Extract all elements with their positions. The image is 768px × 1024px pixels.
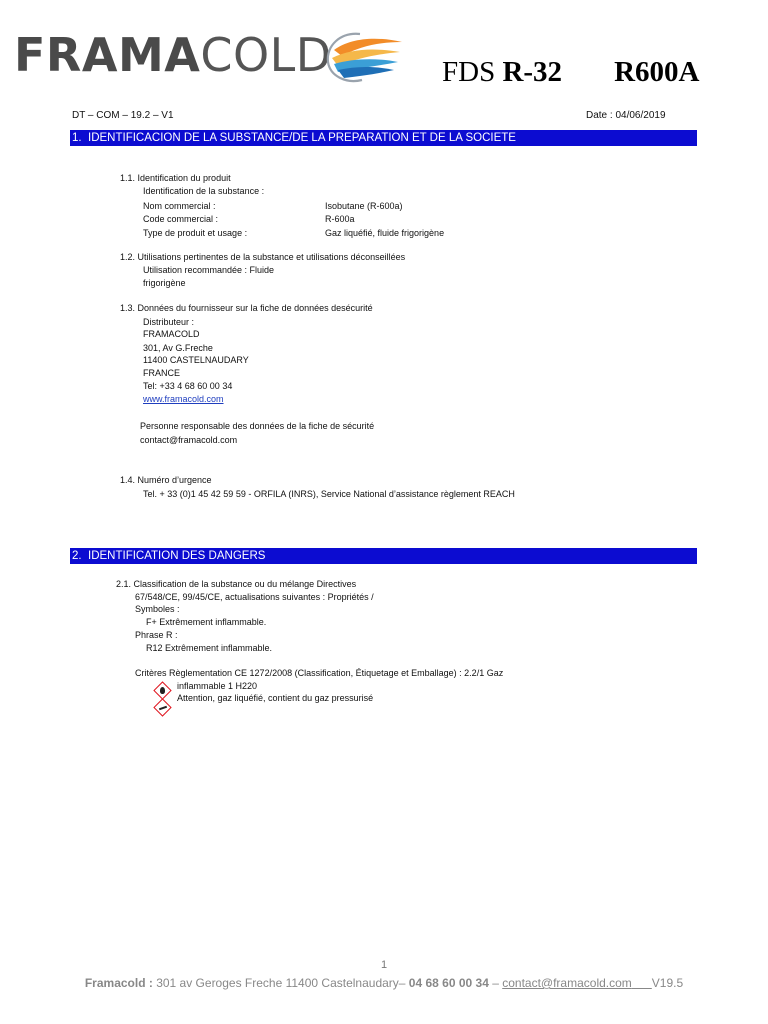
company-logo [14,28,332,82]
subsection-1-2-heading: 1.2. Utilisations pertinentes de la substance et utilisations déconseillées [120,252,406,262]
flame-pictogram-icon [156,684,169,697]
gas-cylinder-pictogram-icon [156,701,169,714]
logo-light-text: COLD [200,28,332,82]
logo-swirl-icon [320,28,404,86]
document-date: Date : 04/06/2019 [586,110,666,121]
r-phrase-label: Phrase R : [135,630,178,640]
symbols-label: Symboles : [135,604,180,614]
supplier-line: 11400 CASTELNAUDARY [143,355,249,365]
symbol-f-plus: F+ Extrêmement inflammable. [146,617,267,627]
supplier-line: Distributeur : [143,317,195,327]
trade-name-value: Isobutane (R-600a) [325,201,403,211]
commercial-code-value: R-600a [325,214,355,224]
section-1-title: IDENTIFICACION DE LA SUBSTANCE/DE LA PREPARATION ET DE LA SOCIETE [88,132,516,144]
recommended-use-line2: frigorigène [143,278,186,288]
page-number: 1 [380,959,388,971]
clp-criteria-line: Critères Règlementation CE 1272/2008 (Classification, Étiquetage et Emballage) : 2.2/1 Gaz [135,668,504,678]
footer-version: V19.5 [651,976,684,990]
supplier-phone: Tel: +33 4 68 60 00 34 [143,381,233,391]
hazard-warning: Attention, gaz liquéfié, contient du gaz pressurisé [177,693,374,703]
section-2-title: IDENTIFICATION DES DANGERS [88,550,266,562]
section-1-header [70,130,697,146]
subsection-1-3-heading: 1.3. Données du fournisseur sur la fiche de données desécurité [120,303,373,313]
product-type-value: Gaz liquéfié, fluide frigorigène [325,228,445,238]
footer-address: 301 av Geroges Freche 11400 Castelnaudary– [152,976,409,990]
page-footer [0,976,768,990]
section-2-header [70,548,697,564]
section-1-number: 1. [72,132,82,144]
hazard-h220: inflammable 1 H220 [177,681,258,691]
supplier-line: FRAMACOLD [143,329,200,339]
document-reference: DT – COM – 19.2 – V1 [72,110,174,121]
subsection-1-1-heading: 1.1. Identification du produit [120,173,231,183]
title-prefix: FDS [442,56,503,88]
title-r32: R-32 [502,56,563,88]
footer-company: Framacold : [84,976,153,990]
trade-name-label: Nom commercial : [143,201,216,211]
contact-email: contact@framacold.com [140,435,238,445]
recommended-use-line1: Utilisation recommandée : Fluide [143,265,275,275]
classification-line1: 2.1. Classification de la substance ou du mélange Directives [116,579,357,589]
supplier-line: 301, Av G.Freche [143,343,213,353]
emergency-phone-line: Tel. + 33 (0)1 45 42 59 59 - ORFILA (INRS), Service National d’assistance règlement REACH [143,489,515,499]
commercial-code-label: Code commercial : [143,214,219,224]
supplier-line: FRANCE [143,368,181,378]
r12-phrase: R12 Extrêmement inflammable. [146,643,273,653]
product-type-label: Type de produit et usage : [143,228,248,238]
website-link[interactable]: www.framacold.com [143,394,224,404]
substance-identification-label: Identification de la substance : [143,186,265,196]
document-title [442,58,699,87]
logo-bold-text: FRAMA [14,28,201,82]
classification-line2: 67/548/CE, 99/45/CE, actualisations suivantes : Propriétés / [135,592,374,602]
footer-email-link[interactable]: contact@framacold.com [502,976,632,990]
footer-phone: 04 68 60 00 34 [408,976,489,990]
responsible-person-label: Personne responsable des données de la fiche de sécurité [140,421,375,431]
title-r600a: R600A [614,56,700,88]
footer-separator: – [488,976,503,990]
section-2-number: 2. [72,550,82,562]
subsection-1-4-heading: 1.4. Numéro d’urgence [120,475,212,485]
